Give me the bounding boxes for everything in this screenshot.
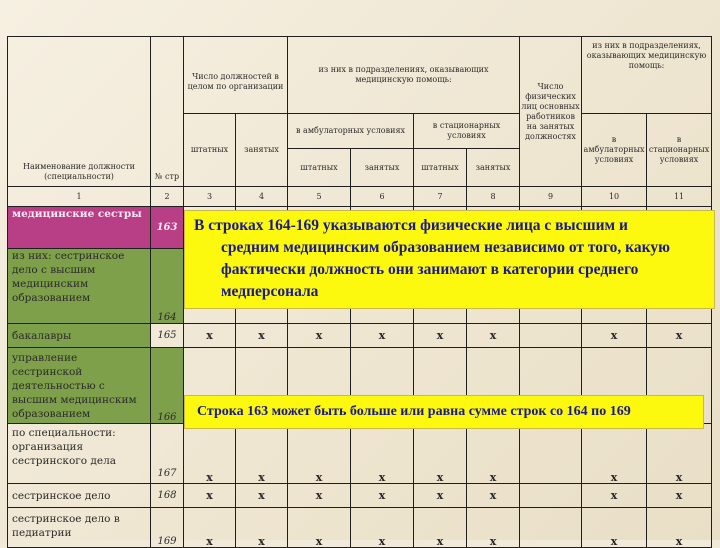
col-number: 1 — [8, 187, 151, 207]
col-number: 7 — [414, 187, 467, 207]
note-callout-row-163: Строка 163 может быть больше или равна сумме строк со 164 по 169 — [184, 395, 704, 429]
header-amb-staff: штатных — [288, 149, 351, 187]
cell-x: x — [184, 508, 236, 548]
col-number: 8 — [467, 187, 520, 207]
row-number: 164 — [151, 249, 184, 324]
row-number: 169 — [151, 508, 184, 548]
col-number: 6 — [351, 187, 414, 207]
col-number: 9 — [520, 187, 582, 207]
cell-x: x — [184, 484, 236, 508]
cell-x: x — [467, 508, 520, 548]
cell-x: x — [351, 484, 414, 508]
header-amb: в амбулаторных условиях — [288, 114, 414, 149]
cell-x: x — [236, 484, 288, 508]
cell-x: x — [647, 508, 712, 548]
cell-x: x — [582, 324, 647, 348]
header-stat-staff: штатных — [414, 149, 467, 187]
cell-x: x — [582, 508, 647, 548]
col-number: 10 — [582, 187, 647, 207]
cell-x: x — [647, 324, 712, 348]
cell-x: x — [351, 508, 414, 548]
cell-x: x — [414, 324, 467, 348]
header-num: № стр — [151, 37, 184, 187]
cell-x: x — [467, 424, 520, 484]
cell-x: x — [236, 508, 288, 548]
cell-x: x — [414, 424, 467, 484]
header-stat-occupied: занятых — [467, 149, 520, 187]
row-number: 165 — [151, 324, 184, 348]
cell-x: x — [582, 484, 647, 508]
table-row — [8, 424, 712, 484]
cell-x: x — [288, 508, 351, 548]
cell-x: x — [414, 508, 467, 548]
row-name: сестринское дело — [8, 484, 151, 508]
table-row — [8, 508, 712, 548]
cell-empty — [520, 424, 582, 484]
col-number: 4 — [236, 187, 288, 207]
cell-x: x — [582, 424, 647, 484]
cell-x: x — [236, 324, 288, 348]
header-subdivisions: из них в подразделениях, оказывающих медицинскую помощь: — [288, 37, 520, 114]
cell-empty — [520, 508, 582, 548]
header-phys-amb: в амбулаторных условиях — [582, 114, 647, 187]
note-line: средним медицинским образованием независимо от того, какую — [221, 239, 670, 256]
header-physical: Число физических лиц основных работников на занятых должностях — [520, 37, 582, 187]
cell-empty — [520, 324, 582, 348]
note-line: фактически должность они занимают в категории среднего — [221, 261, 639, 278]
col-number: 2 — [151, 187, 184, 207]
cell-x: x — [351, 424, 414, 484]
cell-x: x — [647, 484, 712, 508]
row-number: 167 — [151, 424, 184, 484]
header-total-positions: Число должностей в целом по организации — [184, 37, 288, 114]
header-occupied: занятых — [236, 114, 288, 187]
table-row — [8, 484, 712, 508]
row-name: медицинские сестры — [8, 207, 151, 249]
col-number: 11 — [647, 187, 712, 207]
note-line: медперсонала — [221, 283, 319, 300]
row-name: из них: сестринское дело с высшим медицинским образованием — [8, 249, 151, 324]
note-callout-rows-164-169 — [184, 210, 715, 309]
header-staff: штатных — [184, 114, 236, 187]
header-stat: в стационарных условиях — [414, 114, 520, 149]
header-name: Наименование должности (специальности) — [8, 37, 151, 187]
cell-x: x — [467, 324, 520, 348]
row-number: 163 — [151, 207, 184, 249]
cell-x: x — [351, 324, 414, 348]
header-phys-subdivisions: из них в подразделениях, оказывающих медицинскую помощь: — [582, 37, 712, 114]
row-name: управление сестринской деятельностью с высшим медицинским образованием — [8, 348, 151, 424]
row-name: сестринское дело в педиатрии — [8, 508, 151, 548]
note-line: В строках 164-169 указываются физические лица с высшим и — [194, 217, 628, 234]
cell-x: x — [288, 484, 351, 508]
row-name: по специальности: организация сестринского дела — [8, 424, 151, 484]
cell-empty — [520, 484, 582, 508]
header-amb-occupied: занятых — [351, 149, 414, 187]
cell-x: x — [288, 424, 351, 484]
table-row — [8, 324, 712, 348]
cell-x: x — [184, 324, 236, 348]
cell-x: x — [647, 424, 712, 484]
col-number: 3 — [184, 187, 236, 207]
cell-x: x — [236, 424, 288, 484]
col-number: 5 — [288, 187, 351, 207]
row-number: 168 — [151, 484, 184, 508]
cell-x: x — [288, 324, 351, 348]
cell-x: x — [184, 424, 236, 484]
row-name: бакалавры — [8, 324, 151, 348]
cell-x: x — [467, 484, 520, 508]
column-numbers-row — [8, 187, 712, 207]
cell-x: x — [414, 484, 467, 508]
header-phys-stat: в стационарных условиях — [647, 114, 712, 187]
row-number: 166 — [151, 348, 184, 424]
